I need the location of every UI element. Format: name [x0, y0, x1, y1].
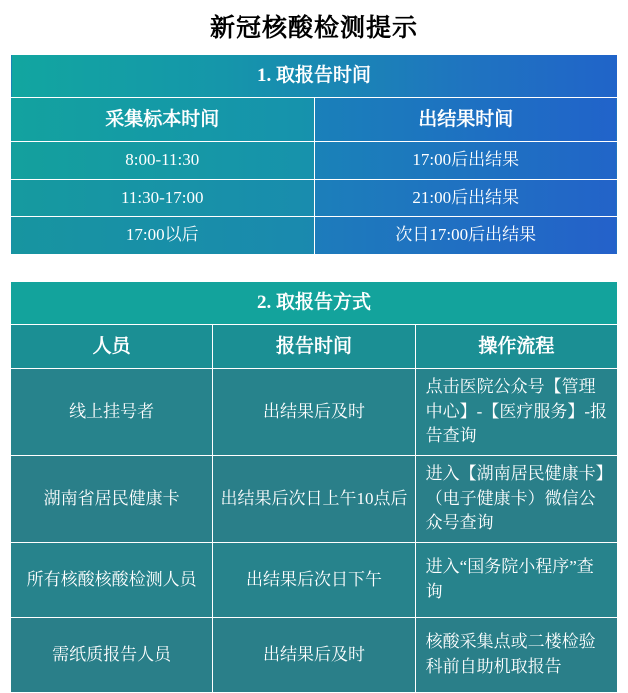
table2-cell-person-3: 所有核酸核酸检测人员	[11, 542, 213, 617]
page-title: 新冠核酸检测提示	[209, 15, 418, 42]
table-row	[11, 282, 618, 325]
table2-cell-process-2: 进入【湖南居民健康卡】（电子健康卡）微信公众号查询	[415, 456, 617, 543]
table-row	[11, 456, 618, 543]
table2-cell-time-2: 出结果后次日上午10点后	[213, 456, 415, 543]
table-row	[11, 179, 618, 217]
table-row	[11, 369, 618, 456]
table-row	[11, 217, 618, 255]
table-spacer	[10, 255, 618, 281]
report-time-table	[10, 54, 618, 255]
table2-cell-person-2: 湖南省居民健康卡	[11, 456, 213, 543]
table-row	[11, 542, 618, 617]
table1-cell-result-2: 21:00后出结果	[314, 179, 618, 217]
table2-cell-process-1: 点击医院公众号【管理中心】-【医疗服务】-报告查询	[415, 369, 617, 456]
table-row	[11, 142, 618, 180]
table1-cell-sample-3: 17:00以后	[11, 217, 315, 255]
table1-section-title: 1. 取报告时间	[11, 55, 618, 98]
table2-header-process: 操作流程	[415, 324, 617, 369]
table2-cell-process-4: 核酸采集点或二楼检验科前自助机取报告	[415, 617, 617, 692]
table2-cell-time-1: 出结果后及时	[213, 369, 415, 456]
table2-cell-process-3: 进入“国务院小程序”查询	[415, 542, 617, 617]
table-row	[11, 617, 618, 692]
table-row	[11, 55, 618, 98]
table1-cell-result-3: 次日17:00后出结果	[314, 217, 618, 255]
table2-section-title: 2. 取报告方式	[11, 282, 618, 325]
table2-cell-time-3: 出结果后次日下午	[213, 542, 415, 617]
table2-header-time: 报告时间	[213, 324, 415, 369]
table1-cell-result-1: 17:00后出结果	[314, 142, 618, 180]
table1-header-result-time: 出结果时间	[314, 97, 618, 142]
table2-cell-time-4: 出结果后及时	[213, 617, 415, 692]
table-row	[11, 324, 618, 369]
table2-cell-person-4: 需纸质报告人员	[11, 617, 213, 692]
table1-cell-sample-2: 11:30-17:00	[11, 179, 315, 217]
table2-cell-person-1: 线上挂号者	[11, 369, 213, 456]
table-row	[11, 97, 618, 142]
table2-header-person: 人员	[11, 324, 213, 369]
table1-header-sample-time: 采集标本时间	[11, 97, 315, 142]
report-method-table	[10, 281, 618, 693]
table1-cell-sample-1: 8:00-11:30	[11, 142, 315, 180]
